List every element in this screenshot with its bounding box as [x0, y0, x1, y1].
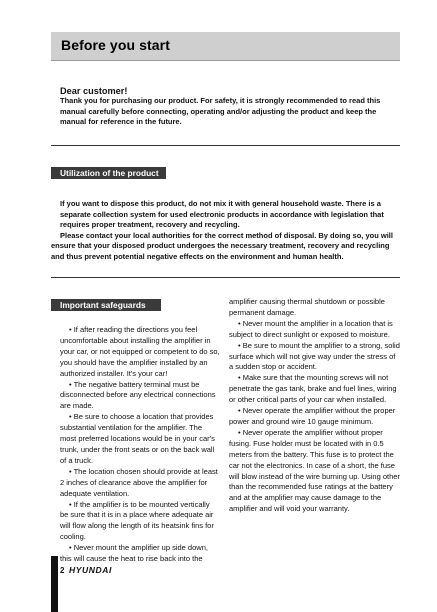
- page-number: 2: [60, 566, 65, 575]
- disposal-paragraph-2: Please contact your local authorities for the correct method of disposal. By doing so, you will ensure that your disposed product undergoes the necessary treatment, recovery and recycling and thus prevent potential negative effects on the environment and human health.: [51, 230, 393, 261]
- disposal-text: [51, 199, 400, 263]
- safeguard-item: • Never operate the amplifier without proper fusing. Fuse holder must be located with in 0.5 meters from the battery. This fuse is to protect the car not the electronics. In case of a short, the fuse will blow instead of the wire burning up. Using other than the recommended fuse ratings at the battery and at the amplifier may cause damage to the amplifier and will void your warranty.: [229, 427, 400, 514]
- utilization-heading: Utilization of the product: [51, 167, 166, 179]
- divider: [51, 145, 400, 146]
- intro-paragraph: Thank you for purchasing our product. For safety, it is strongly recommended to read this manual carefully before connecting, operating and/or adjusting the product and keep the manual for reference in the future.: [60, 96, 381, 127]
- safeguards-heading: Important safeguards: [51, 299, 161, 311]
- footer-side-bar: [51, 556, 58, 612]
- safeguard-item: • If the amplifier is to be mounted vertically be sure that it is in a place where adequate air will flow along the length of its heatsink fins for cooling.: [60, 499, 214, 542]
- safeguards-left-column: [60, 325, 220, 565]
- safeguards-right-column: [229, 297, 400, 515]
- safeguard-item: • Make sure that the mounting screws will not penetrate the gas tank, brake and fuel lines, wiring or other critical parts of your car when installed.: [229, 373, 397, 405]
- safeguard-item: • Be sure to choose a location that provides substantial ventilation for the amplifier. The most preferred locations would be in your car's trunk, under the front seats or on the back wall of a truck.: [60, 412, 215, 465]
- safeguard-continuation: amplifier causing thermal shutdown or possible permanent damage.: [229, 297, 385, 317]
- brand-logo: HYUNDAI: [69, 565, 112, 575]
- page-title: Before you start: [61, 37, 170, 53]
- greeting: Dear customer!: [60, 86, 128, 96]
- disposal-paragraph-1: If you want to dispose this product, do not mix it with general household waste. There is a separate collection system for used electronic products in accordance with legislation that requires proper treatment, recovery and recycling.: [60, 199, 384, 230]
- safeguard-item: • Be sure to mount the amplifier to a strong, solid surface which will not give way under the stress of a sudden stop or accident.: [229, 340, 400, 372]
- safeguard-item: • Never operate the amplifier without the proper power and ground wire 10 gauge minimum.: [229, 406, 396, 426]
- safeguard-item: • The negative battery terminal must be disconnected before any electrical connections are made.: [60, 379, 216, 411]
- safeguard-item: • Never mount the amplifier up side down, this will cause the heat to rise back into the: [60, 543, 208, 564]
- divider: [51, 277, 400, 278]
- safeguard-item: • The location chosen should provide at least 2 inches of clearance above the amplifier for adequate ventilation.: [60, 466, 218, 498]
- page-header: [51, 32, 400, 61]
- safeguard-item: • If after reading the directions you feel uncomfortable about installing the amplifier in your car, or not equipped or competent to do so, you should have the amplifier installed by an authorized installer. It's your car!: [60, 325, 220, 378]
- safeguard-item: • Never mount the amplifier in a location that is subject to direct sunlight or exposed to moisture.: [229, 318, 393, 339]
